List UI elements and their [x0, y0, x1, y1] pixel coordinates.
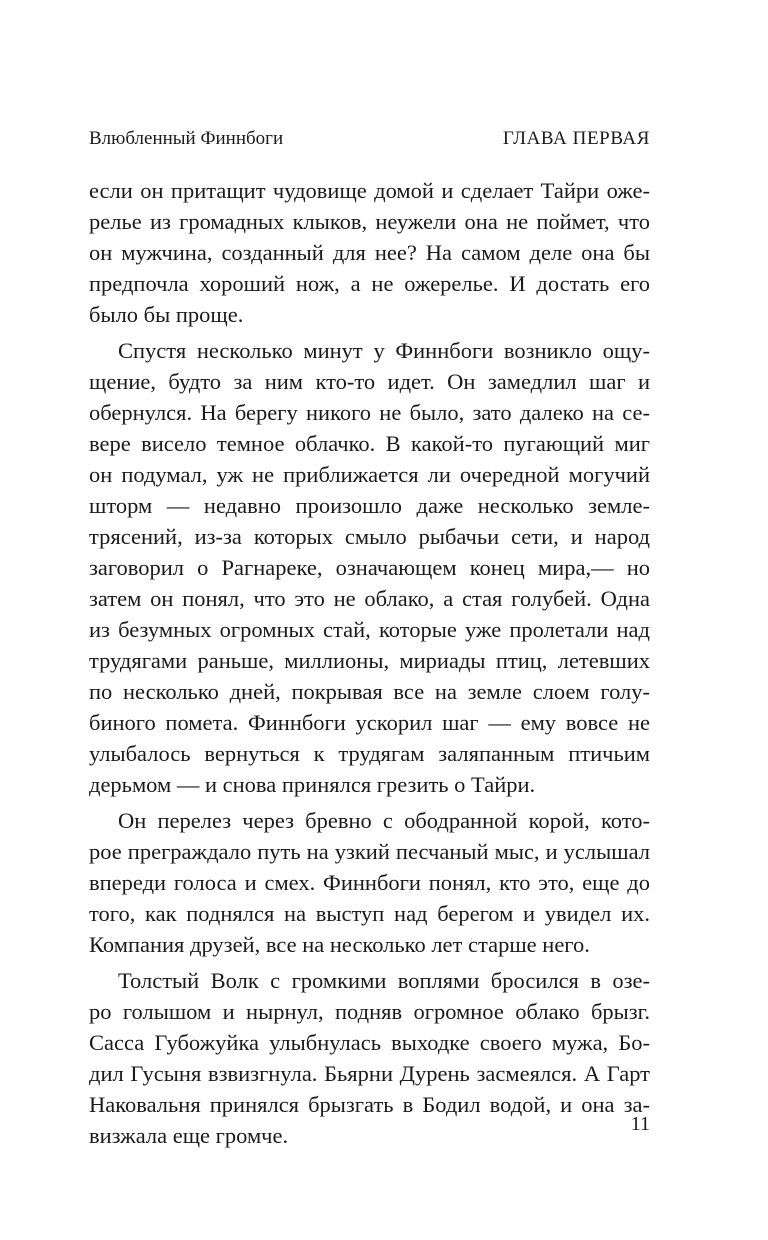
paragraph-3: [89, 805, 650, 960]
text-line: предпочла хороший нож, а не ожерелье. И достать его: [89, 271, 650, 296]
text-line: визжала еще громче.: [89, 1123, 289, 1148]
text-line: Спустя несколько минут у Финнбоги возникло ощу-: [118, 338, 650, 363]
text-line: из безумных огромных стай, которые уже пролетали над: [89, 617, 650, 642]
text-line: щение, будто за ним кто-то идет. Он замедлил шаг и: [89, 369, 650, 394]
text-line: он мужчина, созданный для нее? На самом деле она бы: [89, 240, 650, 265]
text-line: обернулся. На берегу никого не было, зато далеко на се-: [89, 400, 650, 425]
text-line: впереди голоса и смех. Финнбоги понял, кто это, еще до: [89, 870, 650, 895]
text-line: трудягами раньше, миллионы, мириады птиц, летевших: [89, 648, 650, 673]
paragraph-4: [89, 965, 650, 1151]
text-line: того, как поднялся на выступ над берегом и увидел их.: [89, 901, 650, 926]
chapter-title-header: ГЛАВА ПЕРВАЯ: [502, 128, 650, 149]
text-line: шторм — недавно произошло даже несколько земле-: [89, 493, 650, 518]
text-line: было бы проще.: [89, 302, 244, 327]
text-line: Компания друзей, все на несколько лет старше него.: [89, 932, 590, 957]
running-header: [89, 127, 650, 151]
text-line: Он перелез через бревно с ободранной корой, кото-: [118, 808, 650, 833]
text-line: дил Гусыня взвизгнула. Бьярни Дурень засмеялся. А Гарт: [89, 1061, 650, 1086]
text-line: он подумал, уж не приближается ли очередной могучий: [89, 462, 650, 487]
text-line: заговорил о Рагнареке, означающем конец мира,— но: [89, 555, 650, 580]
text-line: дерьмом — и снова принялся грезить о Тайри.: [89, 772, 536, 797]
text-line: рое преграждало путь на узкий песчаный мыс, и услышал: [89, 839, 650, 864]
text-line: биного помета. Финнбоги ускорил шаг — ему вовсе не: [89, 710, 650, 735]
text-line: Сасса Губожуйка улыбнулась выходке своего мужа, Бо-: [89, 1030, 650, 1055]
text-line: трясений, из-за которых смыло рыбачьи сети, и народ: [89, 524, 650, 549]
text-line: ро голышом и нырнул, подняв огромное облако брызг.: [89, 999, 650, 1024]
text-line: вере висело темное облачко. В какой-то пугающий миг: [89, 431, 650, 456]
text-line: Толстый Волк с громкими воплями бросился в озе-: [118, 968, 650, 993]
paragraph-2: [89, 335, 650, 800]
text-line: Наковальня принялся брызгать в Бодил водой, и она за-: [89, 1092, 650, 1117]
text-line: релье из громадных клыков, неужели она не поймет, что: [89, 209, 650, 234]
text-line: по несколько дней, покрывая все на земле слоем голу-: [89, 679, 650, 704]
page-number: 11: [630, 1113, 650, 1135]
body-text: [89, 175, 650, 1151]
book-title-header: Влюбленный Финнбоги: [89, 128, 284, 149]
text-line: улыбалось вернуться к трудягам заляпанным птичьим: [89, 741, 650, 766]
text-line: затем он понял, что это не облако, а стая голубей. Одна: [89, 586, 650, 611]
paragraph-1: [89, 175, 650, 330]
text-line: если он притащит чудовище домой и сделает Тайри оже-: [89, 178, 650, 203]
